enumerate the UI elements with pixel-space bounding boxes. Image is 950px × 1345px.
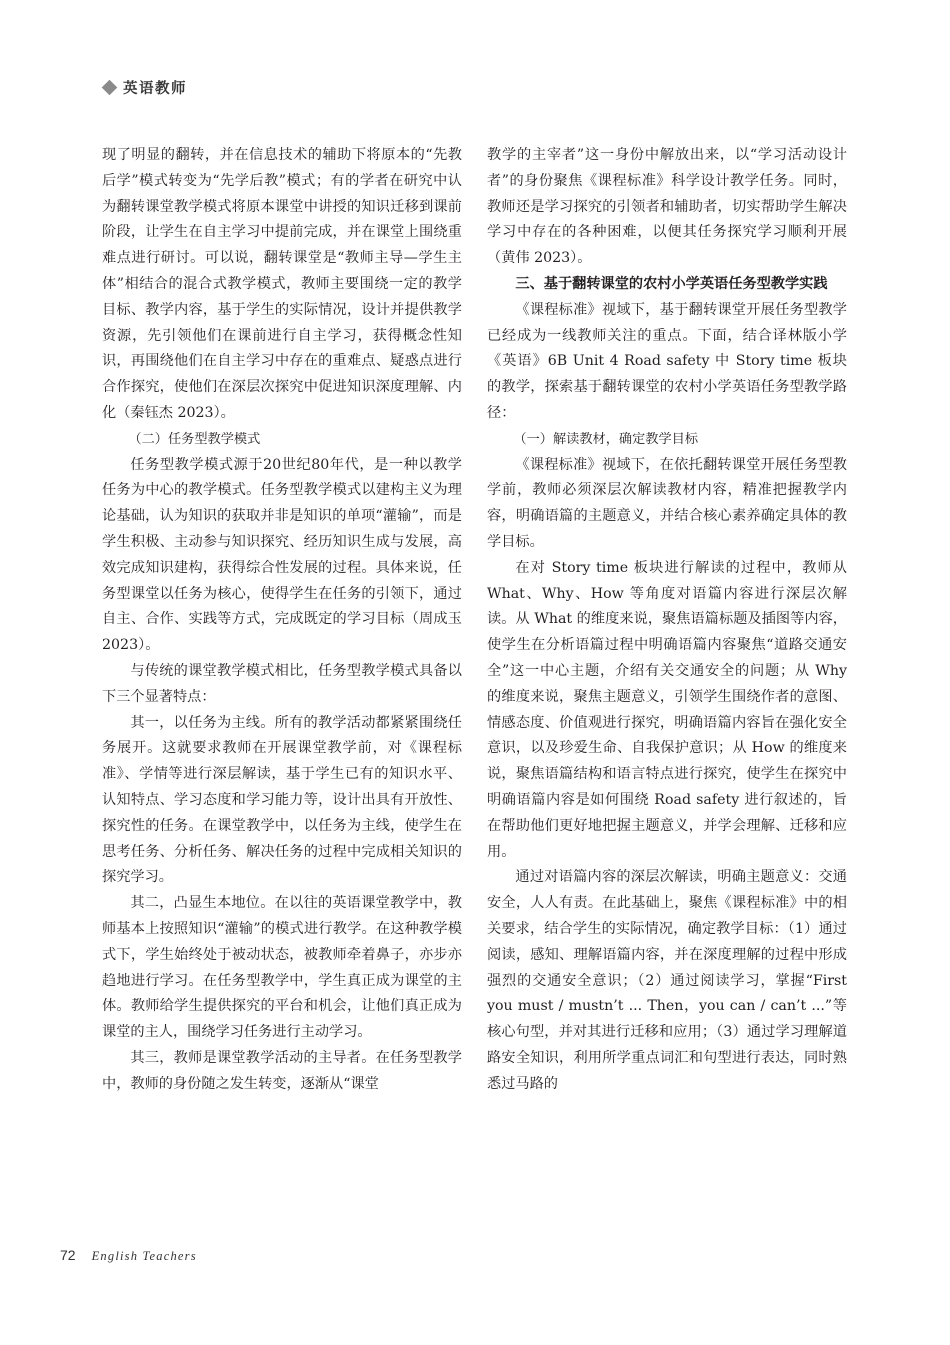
- page-footer: [60, 1247, 197, 1264]
- journal-name: 英语教师: [123, 80, 187, 97]
- paragraph: 在对 Story time 板块进行解读的过程中，教师从 What、Why、How 等角度对语篇内容进行深层次解读。从 What 的维度来说，聚焦语篇标题及插图等内容，使学生在分析语篇过程中明确语篇内容聚焦“道路交通安全”这一中心主题，介绍有关交通安全的问题；从 Why 的维度来说，聚焦主题意义，引领学生围绕作者的意图、情感态度、价值观进行探究，明确语篇内容旨在强化安全意识，以及珍爱生命、自我保护意识；从 How 的维度来说，聚焦语篇结构和语言特点进行探究，使学生在探究中明确语篇内容是如何围绕 Road safety 进行叙述的，旨在帮助他们更好地把握主题意义，并学会理解、迁移和应用。: [487, 559, 847, 860]
- journal-english-title: English Teachers: [91, 1249, 197, 1263]
- running-header: [104, 77, 187, 97]
- paragraph: 其三，教师是课堂教学活动的主导者。在任务型教学中，教师的身份随之发生转变，逐渐从“课堂: [102, 1049, 462, 1092]
- paragraph: 现了明显的翻转，并在信息技术的辅助下将原本的“先教后学”模式转变为“先学后教”模式；有的学者在研究中认为翻转课堂教学模式将原本课堂中讲授的知识迁移到课前阶段，让学生在自主学习中提前完成，并在课堂上围绕重难点进行研讨。可以说，翻转课堂是“教师主导—学生主体”相结合的混合式教学模式，教师主要围绕一定的教学目标、教学内容，基于学生的实际情况，设计并提供教学资源，先引领他们在课前进行自主学习，获得概念性知识，再围绕他们在自主学习中存在的重难点、疑惑点进行合作探究，使他们在深层次探究中促进知识深度理解、内化（秦钰杰 2023）。: [102, 147, 462, 421]
- paragraph: 《课程标准》视域下，在依托翻转课堂开展任务型教学前，教师必须深层次解读教材内容，精准把握教学内容，明确语篇的主题意义，并结合核心素养确定具体的教学目标。: [487, 456, 847, 550]
- section-heading: 三、基于翻转课堂的农村小学英语任务型教学实践: [515, 275, 828, 292]
- paragraph: 教学的主宰者”这一身份中解放出来，以“学习活动设计者”的身份聚焦《课程标准》科学设计教学任务。同时，教师还是学习探究的引领者和辅助者，切实帮助学生解决学习中存在的各种困难，以便其任务探究学习顺利开展（黄伟 2023）。: [487, 147, 847, 267]
- paragraph: 与传统的课堂教学模式相比，任务型教学模式具备以下三个显著特点：: [102, 662, 462, 705]
- paragraph: 通过对语篇内容的深层次解读，明确主题意义：交通安全，人人有责。在此基础上，聚焦《课程标准》中的相关要求，结合学生的实际情况，确定教学目标：（1）通过阅读，感知、理解语篇内容，并在深度理解的过程中形成强烈的交通安全意识；（2）通过阅读学习，掌握“First you must / mustn’t ... Then，you can / can’t ...”等核心句型，并对其进行迁移和应用；（3）通过学习理解道路安全知识，利用所学重点词汇和句型进行表达，同时熟悉过马路的: [487, 869, 847, 1092]
- paragraph: 其一，以任务为主线。所有的教学活动都紧紧围绕任务展开。这就要求教师在开展课堂教学前，对《课程标准》、学情等进行深层解读，基于学生已有的知识水平、认知特点、学习态度和学习能力等，设计出具有开放性、探究性的任务。在课堂教学中，以任务为主线，使学生在思考任务、分析任务、解决任务的过程中完成相关知识的探究学习。: [102, 714, 462, 886]
- subsection-heading: （一）解读教材，确定教学目标: [513, 431, 699, 447]
- left-column: [102, 143, 462, 1097]
- paragraph: 任务型教学模式源于20世纪80年代，是一种以教学任务为中心的教学模式。任务型教学模式以建构主义为理论基础，认为知识的获取并非是知识的单项“灌输”，而是学生积极、主动参与知识探究、经历知识生成与发展，高效完成知识建构，获得综合性发展的过程。具体来说，任务型课堂以任务为核心，使得学生在任务的引领下，通过自主、合作、实践等方式，完成既定的学习目标（周成玉 2023）。: [102, 456, 462, 654]
- diamond-icon: [102, 79, 118, 95]
- right-column: [487, 143, 847, 1097]
- paragraph: 其二，凸显生本地位。在以往的英语课堂教学中，教师基本上按照知识“灌输”的模式进行教学。在这种教学模式下，学生始终处于被动状态，被教师牵着鼻子，亦步亦趋地进行学习。在任务型教学中，学生真正成为课堂的主体。教师给学生提供探究的平台和机会，让他们真正成为课堂的主人，围绕学习任务进行主动学习。: [102, 895, 462, 1041]
- subsection-heading: （二）任务型教学模式: [128, 431, 261, 447]
- page-number: 72: [60, 1247, 76, 1263]
- paragraph: 《课程标准》视域下，基于翻转课堂开展任务型教学已经成为一线教师关注的重点。下面，结合译林版小学《英语》6B Unit 4 Road safety 中 Story time 板块的教学，探索基于翻转课堂的农村小学英语任务型教学路径：: [487, 301, 847, 421]
